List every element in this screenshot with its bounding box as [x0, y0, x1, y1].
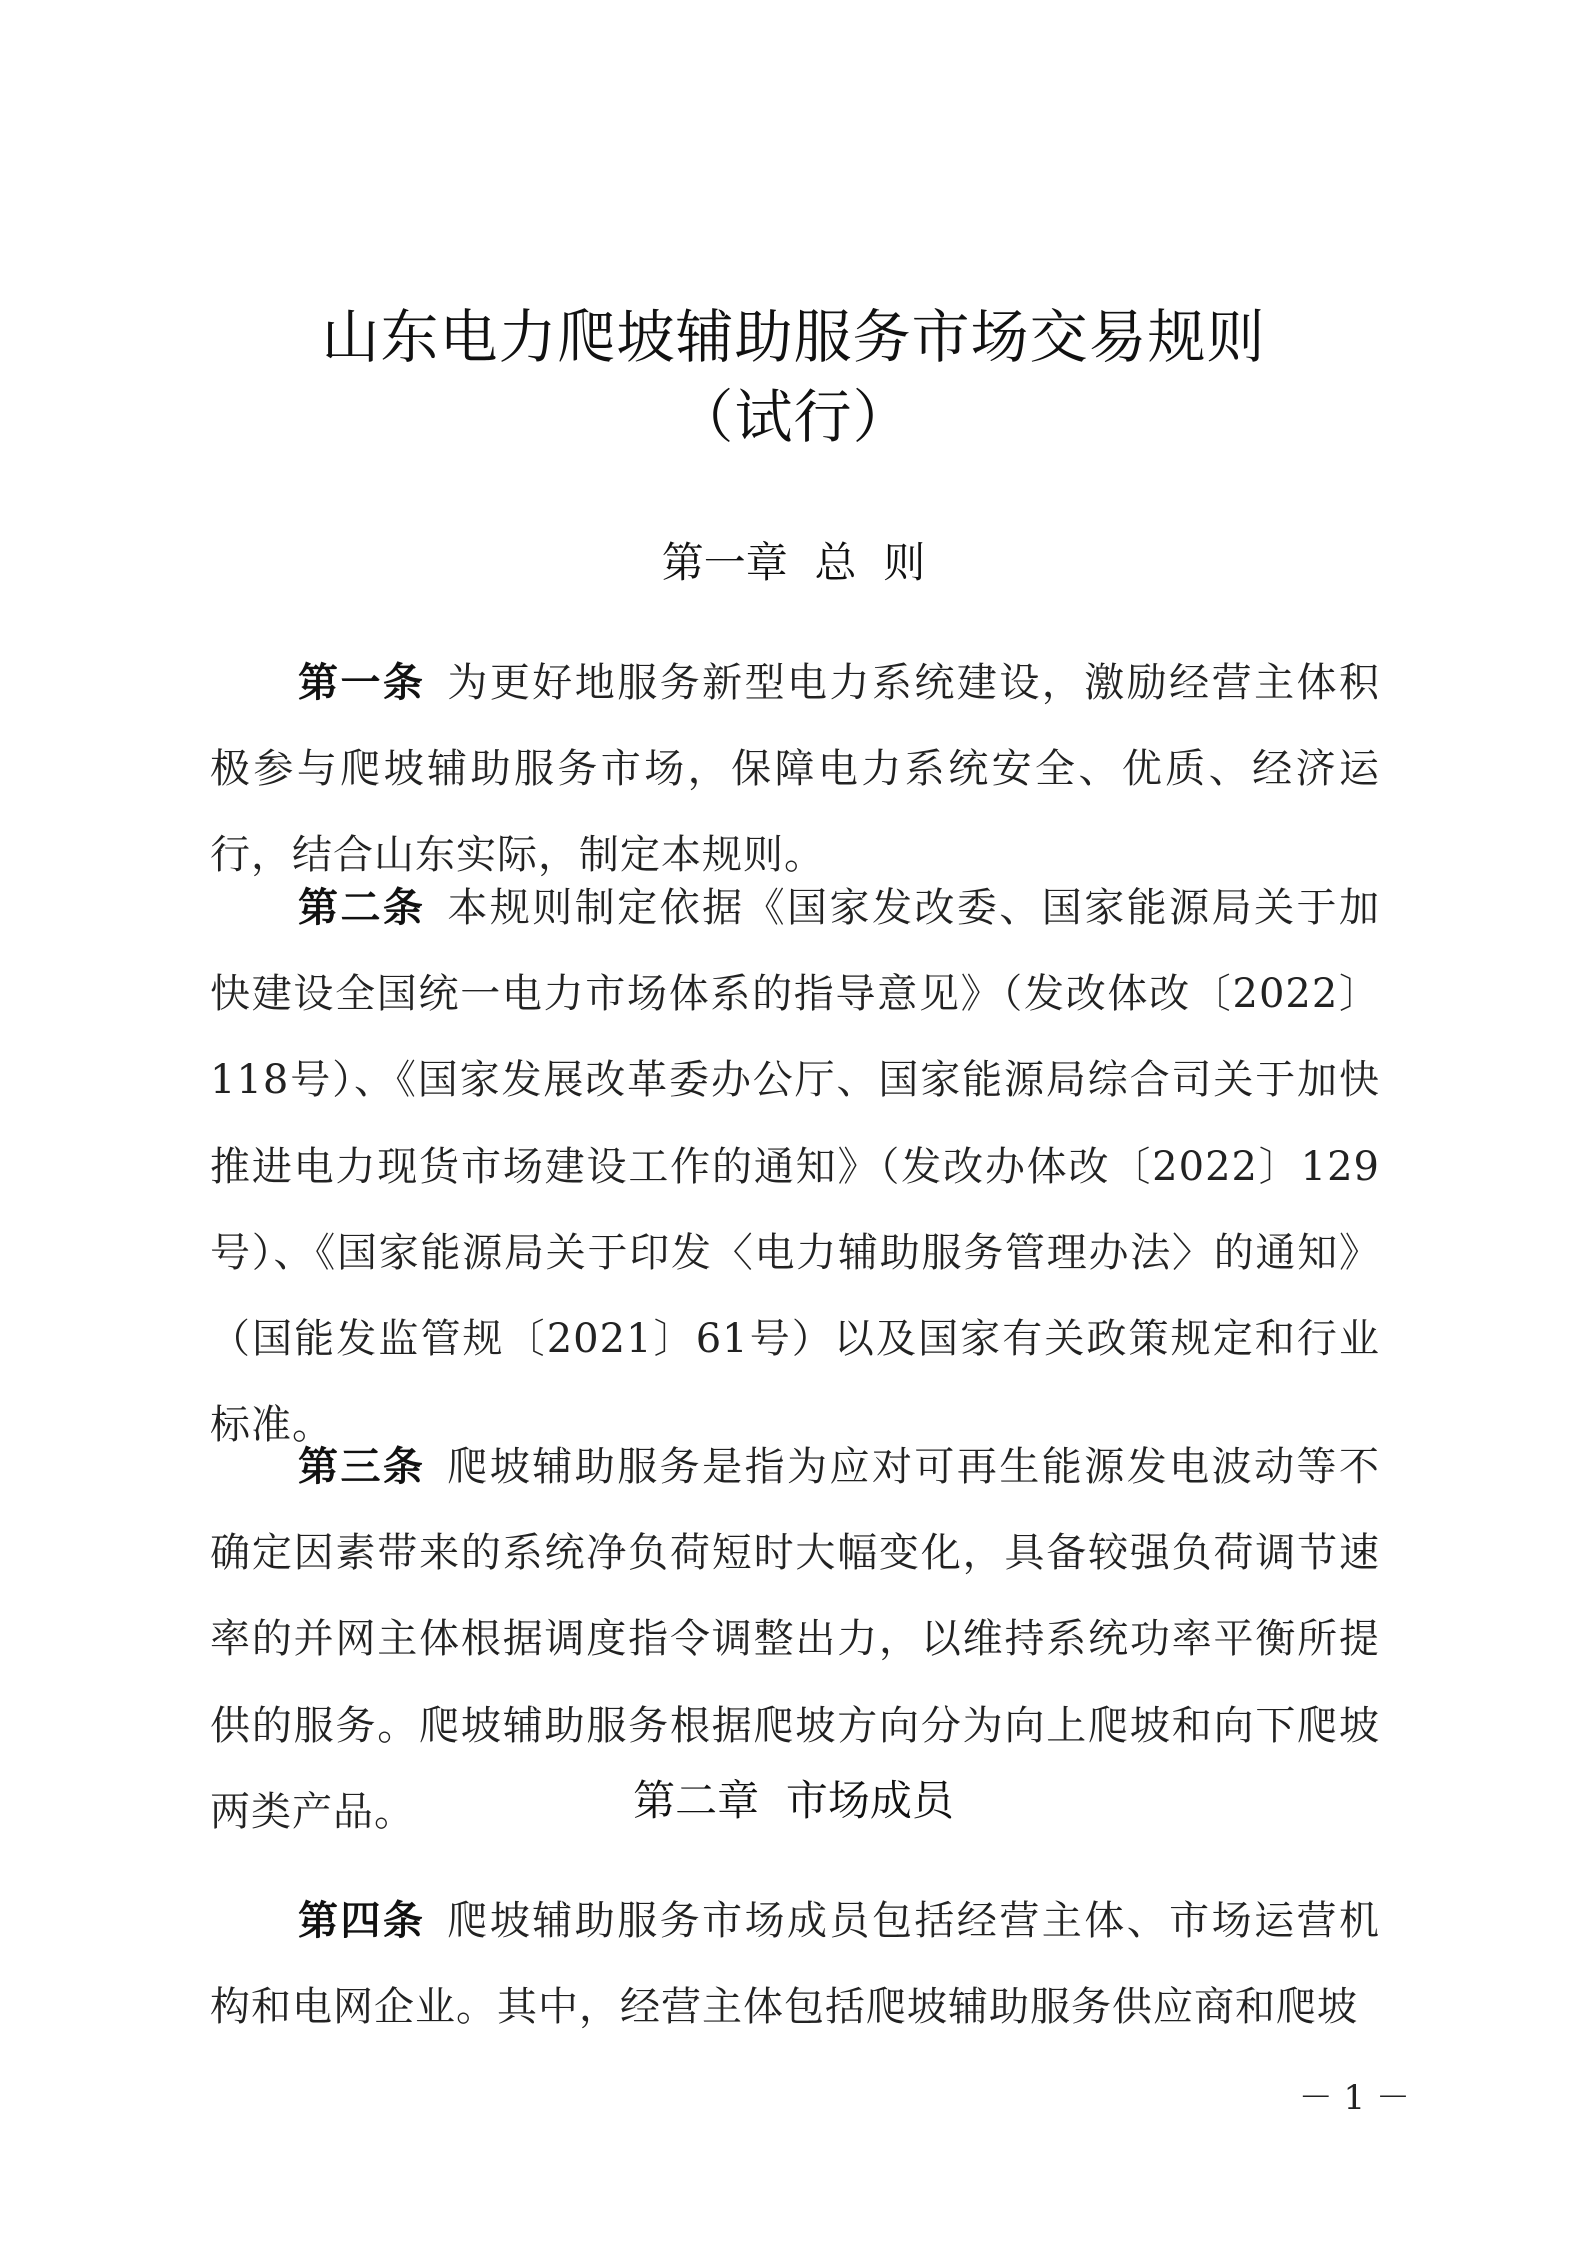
article-label: 第一条 [298, 660, 426, 706]
article-2 [210, 865, 1380, 1468]
document-title: 山东电力爬坡辅助服务市场交易规则 [321, 303, 1266, 371]
article-text: 为更好地服务新型电力系统建设，激励经营主体积极参与爬坡辅助服务市场，保障电力系统安全、优质、经济运行，结合山东实际，制定本规则。 [210, 660, 1380, 879]
article-label: 第二条 [298, 885, 426, 931]
article-1 [210, 640, 1380, 899]
article-text: 爬坡辅助服务是指为应对可再生能源发电波动等不确定因素带来的系统净负荷短时大幅变化，具备较强负荷调节速率的并网主体根据调度指令调整出力，以维持系统功率平衡所提供的服务。爬坡辅助服务根据爬坡方向分为向上爬坡和向下爬坡两类产品。 [210, 1444, 1380, 1835]
article-text: 爬坡辅助服务市场成员包括经营主体、市场运营机构和电网企业。其中，经营主体包括爬坡辅助服务供应商和爬坡 [210, 1898, 1380, 2031]
document-subtitle: （试行） [675, 383, 912, 451]
article-text: 本规则制定依据《国家发改委、国家能源局关于加快建设全国统一电力市场体系的指导意见》（发改体改〔2022〕118号）、《国家发展改革委办公厅、国家能源局综合司关于加快推进电力现货市场建设工作的通知》（发改办体改〔2022〕129号）、《国家能源局关于印发〈电力辅助服务管理办法〉的通知》（国能发监管规〔2021〕61号）以及国家有关政策规定和行业标准。 [210, 885, 1380, 1449]
chapter-heading-2: 第二章 市场成员 [633, 1776, 954, 1825]
page-number: － 1 － [1298, 2078, 1410, 2118]
article-4 [210, 1878, 1380, 2050]
article-label: 第三条 [298, 1444, 426, 1490]
article-label: 第四条 [298, 1898, 426, 1944]
chapter-heading-1: 第一章 总 则 [661, 538, 926, 587]
